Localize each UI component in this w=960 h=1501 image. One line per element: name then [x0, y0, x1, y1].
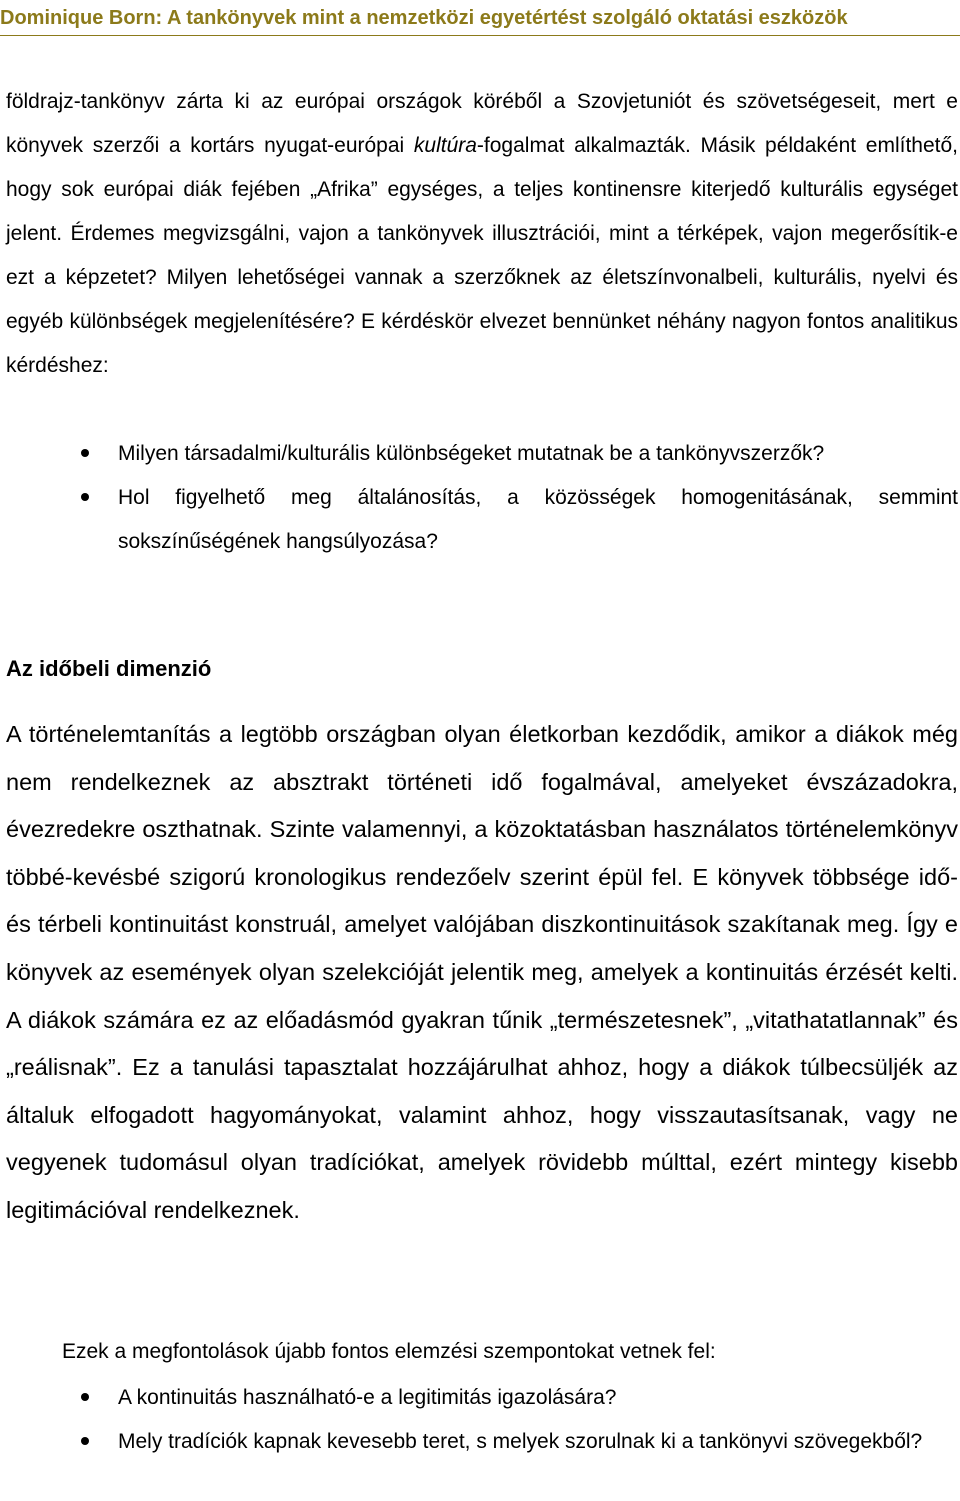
question-text: Mely tradíciók kapnak kevesebb teret, s melyek szorulnak ki a tankönyvi szövegekből?: [118, 1430, 923, 1453]
list-item: [0, 1376, 958, 1420]
paragraph-1-italic-term: kultúra: [413, 134, 477, 157]
list-item: [0, 1420, 958, 1464]
paragraph-1-text-start: földrajz-tankönyv zárta ki az európai országok köréből a Szovjetuniót és szövetségeseit, mert e könyvek szerzői a kortárs nyugat-európai: [6, 90, 958, 157]
bullet-icon: [81, 1437, 89, 1445]
list-item: [0, 432, 958, 476]
section-heading: Az időbeli dimenzió: [6, 656, 212, 681]
bullet-icon: [81, 1393, 89, 1401]
bullet-icon: [81, 493, 89, 501]
running-header: Dominique Born: A tankönyvek mint a nemzetközi egyetértést szolgáló oktatási eszközök: [0, 7, 848, 29]
header-divider: [0, 35, 960, 36]
analytical-questions-list: [0, 432, 958, 564]
list-item: [0, 476, 958, 564]
question-text: Hol figyelhető meg általánosítás, a közösségek homogenitásának, semmint sokszínűségének hangsúlyozása?: [118, 486, 958, 553]
bullet-icon: [81, 449, 89, 457]
body-paragraph-1: [6, 80, 958, 388]
question-text: Milyen társadalmi/kulturális különbségeket mutatnak be a tankönyvszerzők?: [118, 442, 825, 465]
question-text: A kontinuitás használható-e a legitimitás igazolására?: [118, 1386, 617, 1409]
body-paragraph-2: A történelemtanítás a legtöbb országban olyan életkorban kezdődik, amikor a diákok még nem rendelkeznek az absztrakt történeti idő fogalmával, amelyeket évszázadokra, évezredekre oszthatnak. Szinte valamennyi, a közoktatásban használatos történelemkönyv többé-kevésbé szigorú kronologikus rendezőelv szerint épül fel. E könyvek többsége idő- és térbeli kontinuitást konstruál, amelyet valójában diszkontinuitások szakítanak meg. Így e könyvek az események olyan szelekcióját jelentik meg, amelyek a kontinuitás érzését kelti. A diákok számára ez az előadásmód gyakran tűnik „természetesnek”, „vitathatatlannak” és „reálisnak”. Ez a tanulási tapasztalat hozzájárulhat ahhoz, hogy a diákok túlbecsüljék az általuk elfogadott hagyományokat, valamint ahhoz, hogy visszautasítsanak, vagy ne vegyenek tudomásul olyan tradíciókat, amelyek rövidebb múlttal, ezért mintegy kisebb legitimációval rendelkeznek.: [6, 721, 958, 1223]
questions-intro: Ezek a megfontolások újabb fontos elemzési szempontokat vetnek fel:: [62, 1340, 716, 1363]
paragraph-1-text-end: -fogalmat alkalmazták. Másik példaként említhető, hogy sok európai diák fejében „Afrika” egységes, a teljes kontinensre kiterjedő kulturális egységet jelent. Érdemes megvizsgálni, vajon a tankönyvek illusztrációi, mint a térképek, vajon megerősítik-e ezt a képzetet? Milyen lehetőségei vannak a szerzőknek az életszínvonalbeli, kulturális, nyelvi és egyéb különbségek megjelenítésére? E kérdéskör elvezet bennünket néhány nagyon fontos analitikus kérdéshez:: [6, 134, 958, 377]
evaluation-questions-list: [0, 1376, 958, 1464]
